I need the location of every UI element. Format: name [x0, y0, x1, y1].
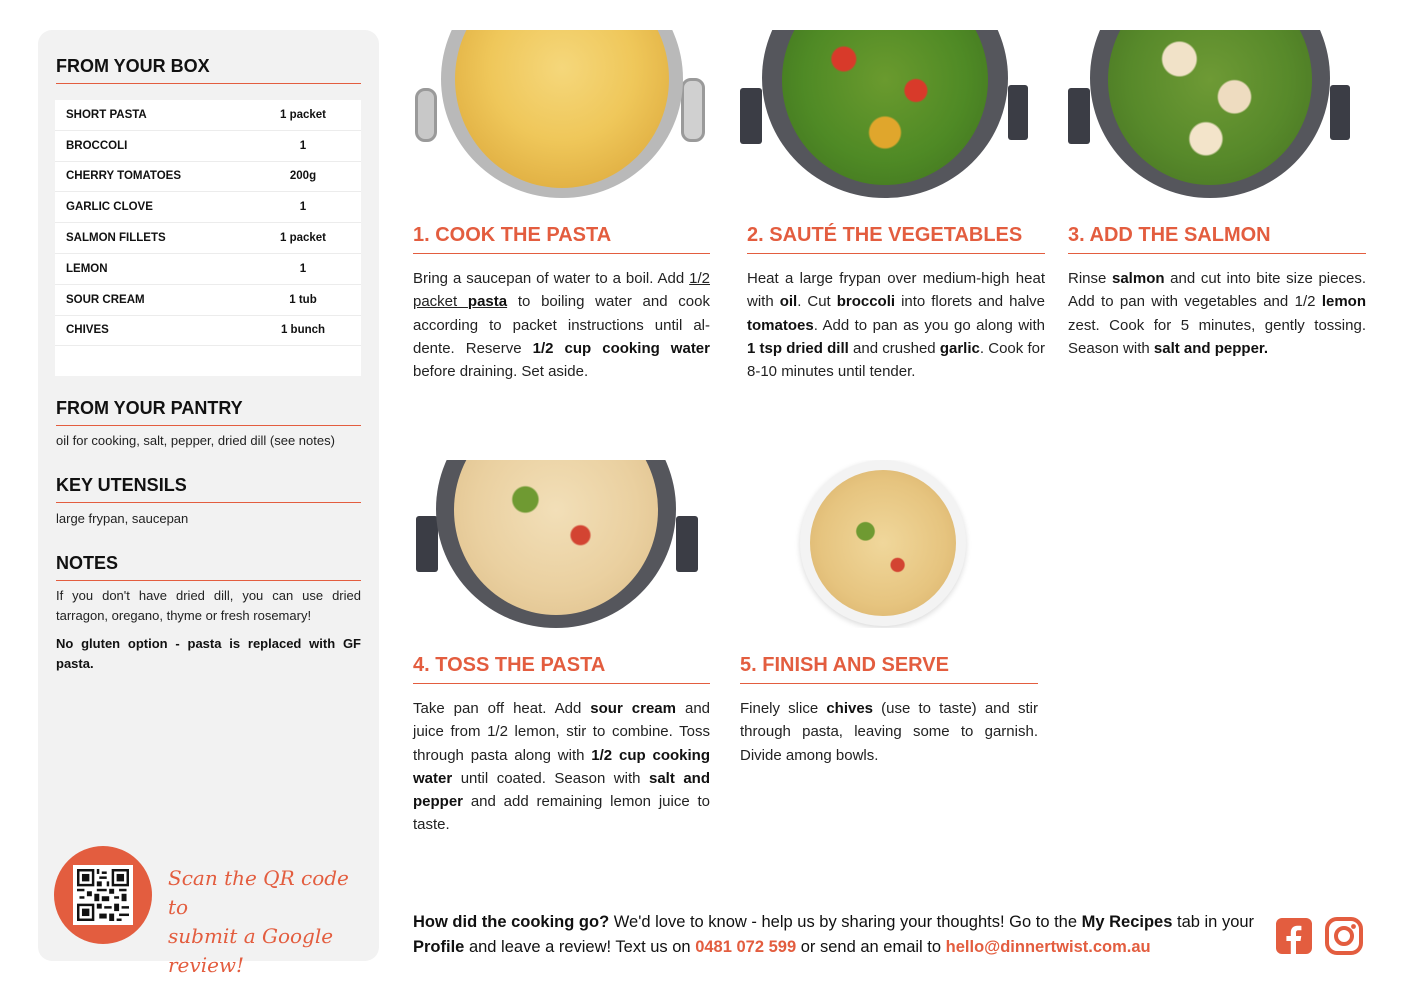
pan-handle-right [1330, 85, 1350, 140]
step-text-run: Finely slice [740, 700, 827, 717]
step-text-bold: lemon [1321, 293, 1366, 311]
facebook-icon[interactable] [1275, 917, 1313, 955]
email-link[interactable]: hello@dinnertwist.com.au [945, 938, 1151, 956]
step-text-bold: oil [779, 293, 798, 311]
pot-handle-left [415, 88, 437, 142]
ingredient-qty: 1 packet [279, 108, 327, 121]
step-5-text [740, 697, 1038, 767]
qr-code-icon[interactable] [73, 865, 133, 925]
step-1-photo [413, 30, 710, 198]
ingredient-name: SHORT PASTA [66, 108, 147, 121]
step-2-text [747, 267, 1045, 383]
step-2-photo [740, 30, 1030, 198]
ingredient-qty: 1 [299, 201, 307, 214]
qr-cta-line2: submit a Google review! [168, 924, 334, 977]
step-text-run: Heat a large frypan over medium-high heat with [747, 270, 1045, 311]
footer-my-recipes: My Recipes [1081, 913, 1173, 931]
ingredient-name: CHIVES [66, 324, 109, 337]
ingredient-qty: 1 bunch [280, 324, 326, 337]
footer-text-run: and leave a review! Text us on [464, 938, 696, 956]
step-text-bold: chives [826, 700, 874, 717]
step-text-run: and crushed [848, 339, 940, 357]
phone-link[interactable]: 0481 072 599 [695, 938, 797, 956]
step-text-run: zest. Cook for 5 minutes, gently tossing. Season with [1068, 316, 1366, 357]
ingredient-qty: 1 [299, 262, 307, 275]
step-4-title: 4. TOSS THE PASTA [413, 654, 710, 684]
pan-handle-right [1008, 85, 1028, 140]
utensils-text: large frypan, saucepan [56, 511, 189, 526]
step-4-text [413, 697, 710, 837]
step-text-run: and cut into bite size pieces. Add to pan with vegetables and 1/2 [1068, 270, 1366, 311]
table-row [55, 254, 361, 285]
step-text-run: Bring a saucepan of water to a boil. Add [413, 270, 690, 287]
table-row [55, 162, 361, 193]
table-row [55, 316, 361, 347]
step-text-bold: tomatoes [747, 316, 814, 334]
pan-handle-left [1068, 88, 1090, 144]
step-text-bold: salt and pepper. [1153, 339, 1269, 357]
step-text-run: (use to taste) and stir through pasta, leaving some to garnish. Divide among bowls. [740, 700, 1038, 764]
ingredient-table [55, 100, 361, 376]
step-text-run: Rinse [1068, 270, 1112, 287]
footer-text-run: or send an email to [796, 938, 946, 956]
step-text-bold: sour cream [590, 700, 676, 717]
step-4-photo [416, 460, 698, 628]
ingredient-name: CHERRY TOMATOES [66, 170, 182, 183]
qr-cta-line1: Scan the QR code to [168, 866, 349, 919]
footer-text-run: We'd love to know - help us by sharing your thoughts! Go to the [609, 913, 1082, 931]
step-2-title: 2. SAUTÉ THE VEGETABLES [747, 224, 1045, 254]
step-text-bold: garlic [939, 339, 980, 357]
table-row [55, 223, 361, 254]
step-text-run: 1/2 packet [413, 270, 710, 311]
ingredient-name: SALMON FILLETS [66, 232, 166, 245]
step-text-run: . Cook for 8-10 minutes until tender. [747, 339, 1045, 381]
step-5-title: 5. FINISH AND SERVE [740, 654, 1038, 684]
step-text-bold: 1 tsp dried dill [747, 339, 849, 357]
step-text-bold: salt and pepper [413, 769, 711, 811]
notes-title: NOTES [56, 553, 361, 581]
step-1-text [413, 267, 710, 383]
table-row [55, 192, 361, 223]
step-text-bold: broccoli [836, 293, 896, 311]
box-title: FROM YOUR BOX [56, 56, 361, 84]
ingredient-qty: 1 [299, 139, 307, 152]
step-text-bold: pasta [467, 293, 508, 311]
footer-text-run: tab in your [1172, 913, 1255, 931]
table-row [55, 131, 361, 162]
step-text-bold: 1/2 cup cooking water [413, 746, 710, 787]
step-1-title: 1. COOK THE PASTA [413, 224, 710, 254]
ingredient-name: LEMON [66, 262, 108, 275]
ingredient-qty: 1 tub [289, 293, 317, 306]
sidebar [38, 30, 379, 977]
pan-handle-right [676, 516, 698, 572]
step-text-run: and add remaining lemon juice to taste. [413, 793, 710, 834]
pan-handle-left [416, 516, 438, 572]
qr-badge[interactable] [54, 846, 152, 944]
ingredient-qty: 200g [289, 170, 317, 183]
ingredient-name: GARLIC CLOVE [66, 201, 153, 214]
ingredient-name: SOUR CREAM [66, 293, 145, 306]
step-text-run: until coated. Season with [452, 769, 649, 787]
qr-cta [168, 864, 368, 980]
ingredient-name: BROCCOLI [66, 139, 128, 152]
step-text-run: to boiling water and cook according to packet instructions until al-dente. Reserve [413, 293, 710, 357]
pantry-text: oil for cooking, salt, pepper, dried dill (see notes) [56, 433, 335, 448]
notes-text: If you don't have dried dill, you can use dried tarragon, oregano, thyme or fresh rosemary! [56, 588, 361, 623]
step-text-bold: salmon [1112, 270, 1165, 287]
pot-handle-right [681, 78, 705, 142]
gluten-note: No gluten option - pasta is replaced with GF pasta. [56, 636, 361, 671]
footer-profile: Profile [413, 938, 465, 956]
step-text-run: before draining. Set aside. [413, 363, 589, 381]
step-text-run: into florets and halve [895, 293, 1045, 311]
pasta-in-bowl [810, 470, 956, 616]
table-row [55, 100, 361, 131]
step-text-run: . Add to pan as you go along with [813, 316, 1045, 334]
pan-handle-left [740, 88, 762, 144]
instagram-icon[interactable] [1325, 917, 1363, 955]
step-5-photo [740, 460, 1030, 628]
utensils-title: KEY UTENSILS [56, 475, 361, 503]
step-3-title: 3. ADD THE SALMON [1068, 224, 1366, 254]
step-3-photo [1068, 30, 1353, 198]
footer-message [413, 910, 1263, 960]
step-text-run: Take pan off heat. Add [413, 700, 591, 717]
step-3-text [1068, 267, 1366, 360]
step-text-run: and juice from 1/2 lemon, stir to combine. Toss through pasta along with [413, 700, 710, 764]
step-text-run: . Cut [797, 293, 837, 311]
step-text-bold: 1/2 cup cooking water [532, 339, 710, 357]
table-row [55, 285, 361, 316]
ingredient-qty: 1 packet [279, 232, 327, 245]
footer-question: How did the cooking go? [413, 913, 610, 931]
pantry-title: FROM YOUR PANTRY [56, 398, 361, 426]
